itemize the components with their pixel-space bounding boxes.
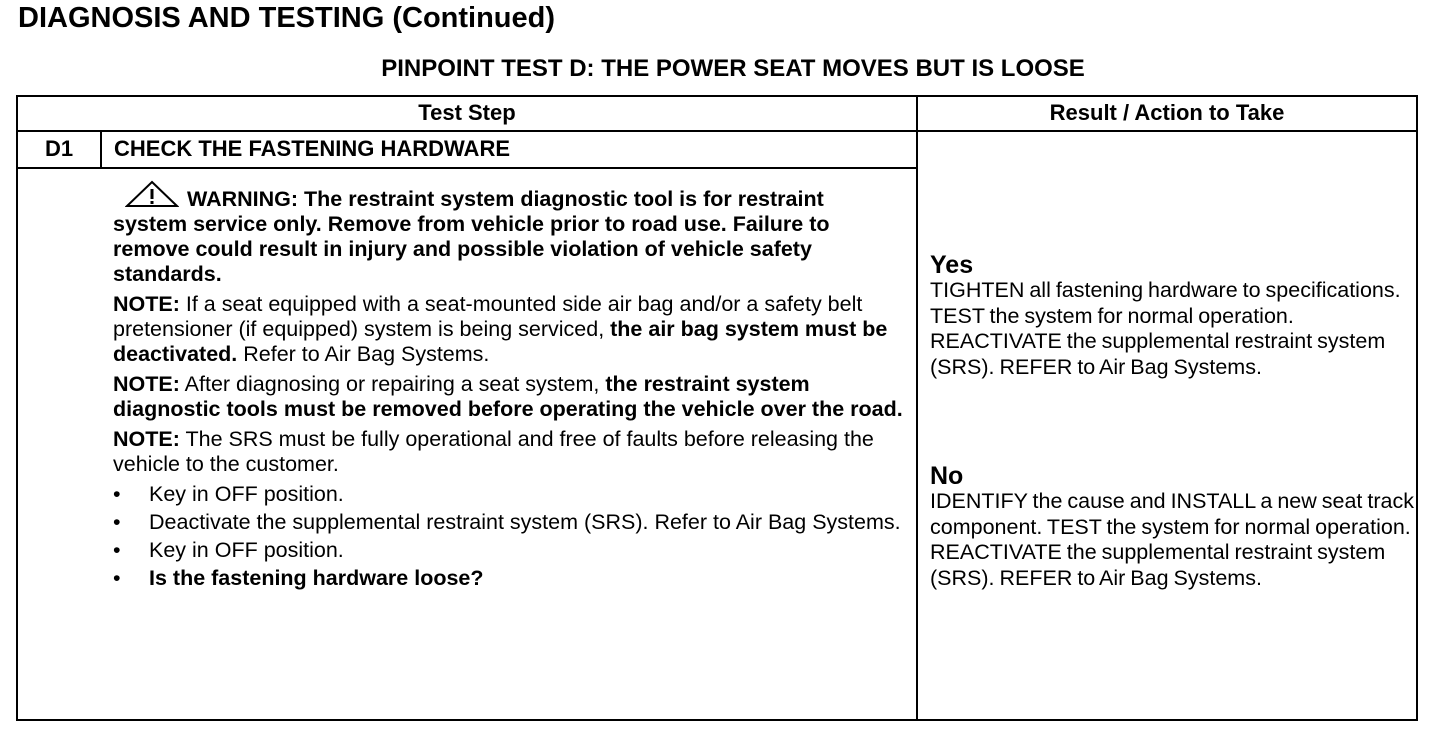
bullet-dot: • — [113, 566, 121, 590]
result-no — [930, 463, 1416, 591]
bullet-text: Key in OFF position. — [149, 482, 344, 506]
bullet-text: Deactivate the supplemental restraint system (SRS). Refer to Air Bag Systems. — [149, 510, 901, 534]
step-id: D1 — [44, 136, 74, 161]
result-yes — [930, 252, 1416, 380]
pinpoint-test-title: PINPOINT TEST D: THE POWER SEAT MOVES BUT IS LOOSE — [381, 55, 1085, 82]
result-no-text: IDENTIFY the cause and INSTALL a new seat track component. TEST the system for normal operation. REACTIVATE the supplemental restraint system (SRS). REFER to Air Bag Systems. — [930, 489, 1414, 590]
note-2-label: NOTE: — [113, 372, 180, 396]
note-1-text: If a seat equipped with a seat-mounted side air bag and/or a safety belt pretensioner (if equipped) system is being serviced, — [113, 292, 863, 341]
note-1-bold-text: the air bag system must be deactivated. — [113, 317, 888, 366]
bullet-item — [113, 482, 903, 507]
note-1-label: NOTE: — [113, 292, 180, 316]
warning-block — [113, 180, 903, 287]
bullet-dot: • — [113, 538, 121, 562]
warning-text: WARNING: The restraint system diagnostic tool is for restraint system service only. Remove from vehicle prior to road use. Failure to remove could result in injury and possible violation of vehicle safety standards. — [113, 187, 830, 286]
header-divider — [18, 130, 1416, 132]
note-3 — [113, 427, 903, 477]
bullet-text: Key in OFF position. — [149, 538, 344, 562]
pinpoint-test-table — [16, 95, 1418, 721]
result-no-label: No — [930, 462, 964, 490]
bullet-dot: • — [113, 510, 121, 534]
bullet-dot: • — [113, 482, 121, 506]
bullet-item — [113, 538, 903, 563]
note-2-bold-text: the restraint system diagnostic tools must be removed before operating the vehicle over the road. — [113, 372, 903, 421]
step-title-divider — [18, 167, 916, 169]
bullet-text: Is the fastening hardware loose? — [149, 566, 484, 590]
note-2-text: After diagnosing or repairing a seat system, — [179, 372, 606, 396]
bullet-item — [113, 566, 903, 591]
bullet-item — [113, 510, 903, 535]
step-bullet-list — [113, 482, 903, 591]
note-3-label: NOTE: — [113, 427, 180, 451]
page-heading: DIAGNOSIS AND TESTING (Continued) — [18, 2, 556, 34]
column-divider — [916, 97, 918, 719]
note-1-text-after: Refer to Air Bag Systems. — [237, 342, 490, 366]
note-3-text: The SRS must be fully operational and free of faults before releasing the vehicle to the customer. — [113, 427, 874, 476]
result-yes-label: Yes — [930, 251, 974, 279]
header-result-action: Result / Action to Take — [1049, 100, 1285, 125]
step-instructions — [113, 180, 903, 594]
warning-triangle-icon — [125, 180, 179, 208]
step-title: CHECK THE FASTENING HARDWARE — [114, 136, 511, 161]
header-test-step: Test Step — [418, 100, 516, 125]
step-id-divider — [100, 132, 102, 168]
result-yes-text: TIGHTEN all fastening hardware to specifications. TEST the system for normal operation. REACTIVATE the supplemental restraint system (SRS). REFER to Air Bag Systems. — [930, 278, 1401, 379]
note-2 — [113, 372, 903, 422]
note-1 — [113, 292, 903, 367]
